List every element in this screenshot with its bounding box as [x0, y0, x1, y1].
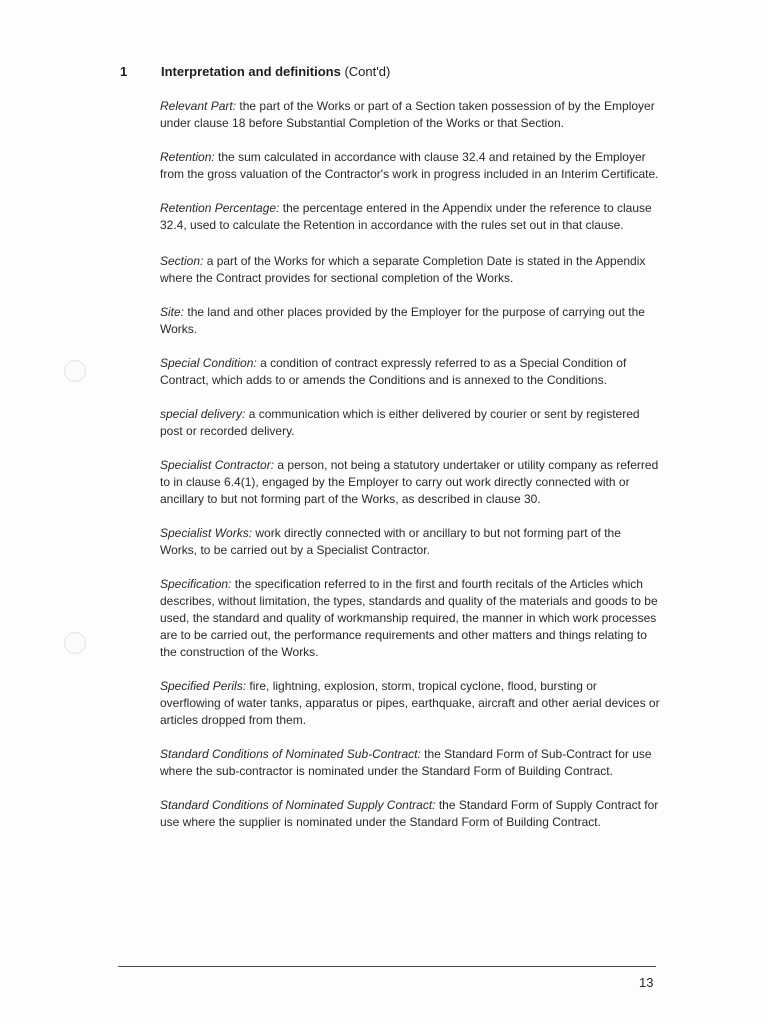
- definition-term: Standard Conditions of Nominated Supply Contract:: [160, 798, 436, 812]
- punch-hole-bottom: [64, 632, 86, 654]
- definition-item: [160, 797, 660, 831]
- definition-text: the specification referred to in the first and fourth recitals of the Articles which describes, without limitation, the types, standards and quality of the materials and goods to be used, the standard and quality of workmanship required, the manner in which work processes are to be carried out, the performance requirements and other matters and things relating to the construction of the Works.: [160, 577, 658, 659]
- definition-text: the percentage entered in the Appendix under the reference to clause 32.4, used to calculate the Retention in accordance with the rules set out in that clause.: [160, 201, 652, 232]
- definition-item: [160, 746, 660, 780]
- section-continued: (Cont'd): [344, 64, 391, 79]
- section-number: 1: [120, 64, 128, 79]
- definition-term: special delivery:: [160, 407, 246, 421]
- definition-term: Retention:: [160, 150, 215, 164]
- page-number: 13: [639, 975, 654, 990]
- definition-text: a condition of contract expressly referred to as a Special Condition of Contract, which adds to or amends the Conditions and is annexed to the Conditions.: [160, 356, 627, 387]
- definition-term: Standard Conditions of Nominated Sub-Contract:: [160, 747, 421, 761]
- definition-text: the Standard Form of Supply Contract for use where the supplier is nominated under the Standard Form of Building Contract.: [160, 798, 659, 829]
- definition-item: [160, 576, 660, 661]
- definitions-list: [160, 98, 660, 831]
- definition-term: Specification:: [160, 577, 232, 591]
- definition-item: [160, 200, 660, 234]
- definition-item: [160, 149, 660, 183]
- definition-text: the land and other places provided by the Employer for the purpose of carrying out the Works.: [160, 305, 645, 336]
- definition-item: [160, 525, 660, 559]
- definition-text: a person, not being a statutory undertaker or utility company as referred to in clause 6.4(1), engaged by the Employer to carry out work directly connected with or ancillary to but not forming part of the Works, as described in clause 30.: [160, 458, 659, 506]
- definition-text: the part of the Works or part of a Section taken possession of by the Employer under clause 18 before Substantial Completion of the Works or that Section.: [160, 99, 655, 130]
- definition-item: [160, 98, 660, 132]
- definition-item: [160, 457, 660, 508]
- definition-text: the Standard Form of Sub-Contract for use where the sub-contractor is nominated under the Standard Form of Building Contract.: [160, 747, 652, 778]
- definition-text: work directly connected with or ancillary to but not forming part of the Works, to be carried out by a Specialist Contractor.: [160, 526, 621, 557]
- definition-term: Site:: [160, 305, 185, 319]
- definition-item: [160, 678, 660, 729]
- definition-item: [160, 253, 660, 287]
- definition-item: [160, 406, 660, 440]
- definition-term: Retention Percentage:: [160, 201, 280, 215]
- definition-text: the sum calculated in accordance with clause 32.4 and retained by the Employer from the gross valuation of the Contractor's work in progress included in an Interim Certificate.: [160, 150, 659, 181]
- section-title: Interpretation and definitions: [161, 64, 341, 79]
- definition-term: Relevant Part:: [160, 99, 237, 113]
- punch-hole-top: [64, 360, 86, 382]
- definition-item: [160, 304, 660, 338]
- definition-term: Specialist Contractor:: [160, 458, 275, 472]
- definition-text: a part of the Works for which a separate Completion Date is stated in the Appendix where the Contract provides for sectional completion of the Works.: [160, 254, 646, 285]
- footer-rule: [118, 966, 656, 967]
- definition-term: Section:: [160, 254, 204, 268]
- definition-text: a communication which is either delivered by courier or sent by registered post or recorded delivery.: [160, 407, 640, 438]
- definition-term: Specialist Works:: [160, 526, 253, 540]
- definition-term: Special Condition:: [160, 356, 257, 370]
- section-heading: [161, 64, 390, 79]
- definition-text: fire, lightning, explosion, storm, tropical cyclone, flood, bursting or overflowing of water tanks, apparatus or pipes, earthquake, aircraft and other aerial devices or articles dropped from them.: [160, 679, 660, 727]
- definition-item: [160, 355, 660, 389]
- definition-term: Specified Perils:: [160, 679, 247, 693]
